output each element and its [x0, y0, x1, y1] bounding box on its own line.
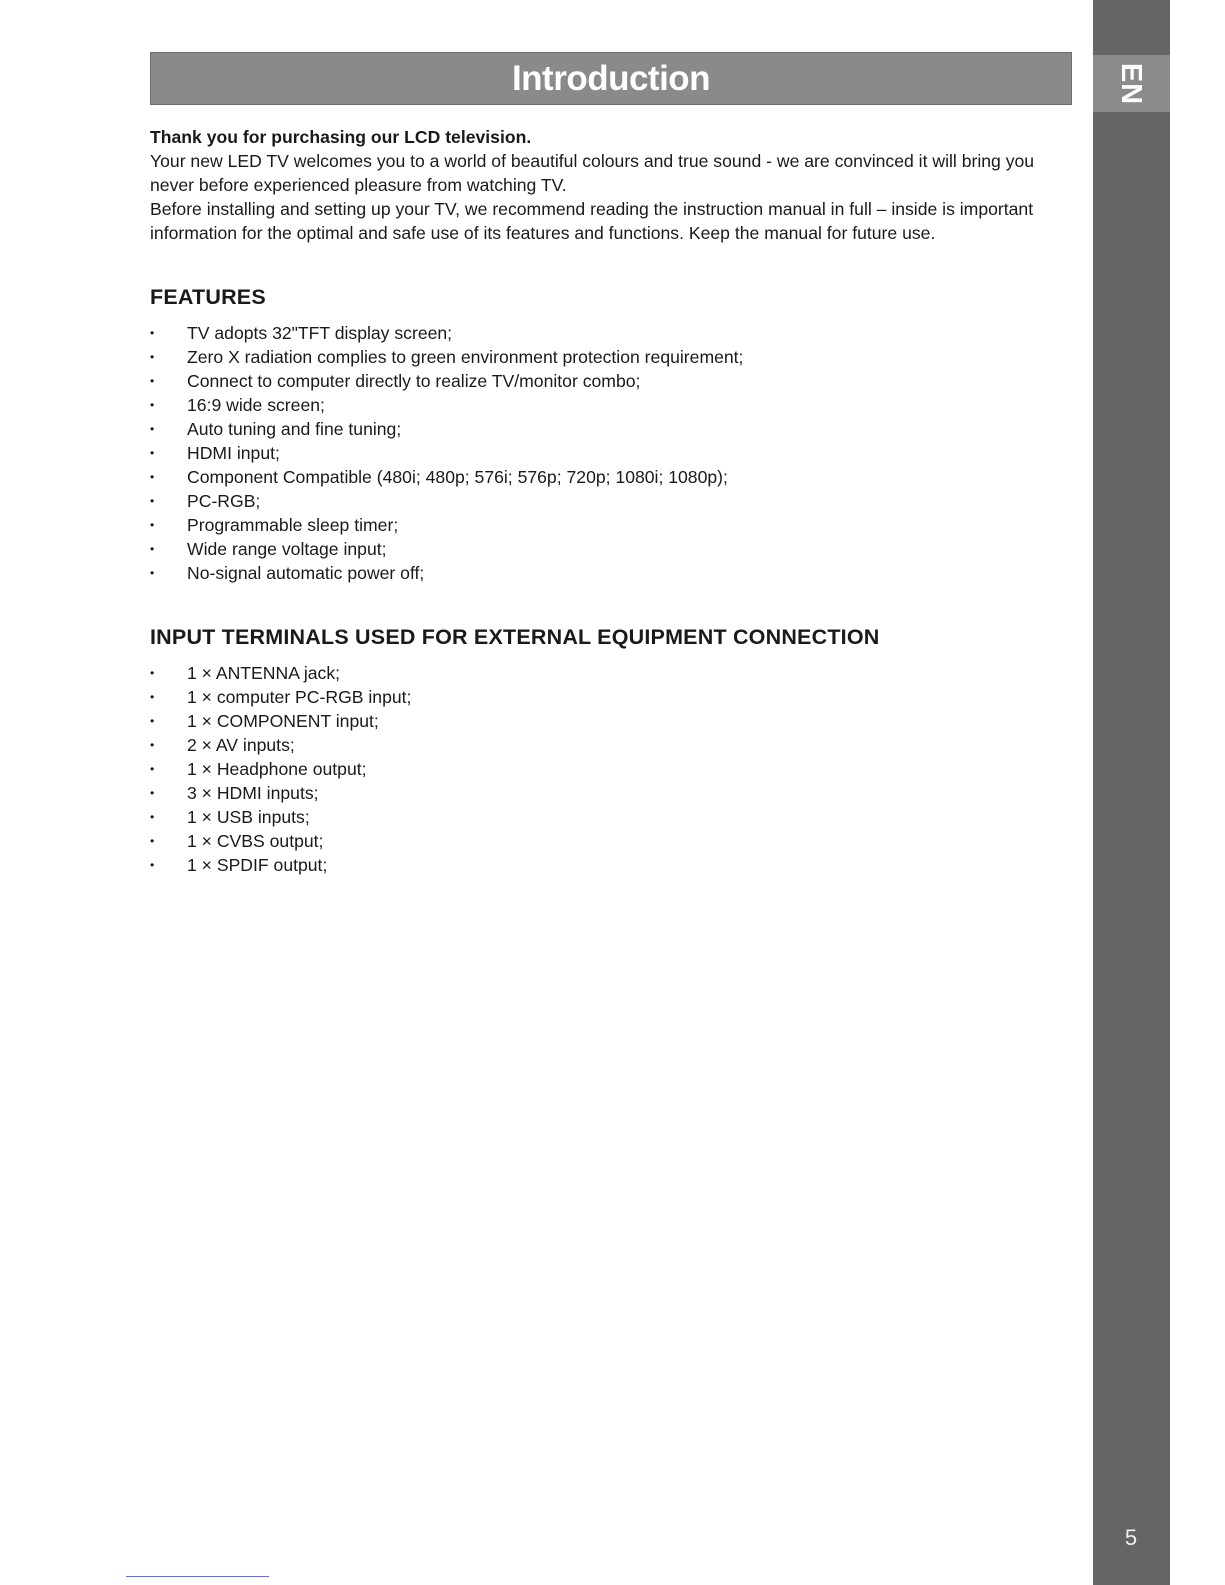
list-item: • No-signal automatic power off; [150, 561, 1080, 585]
input-terminals-list [150, 661, 1080, 877]
list-item: • Connect to computer directly to realize TV/monitor combo; [150, 369, 1080, 393]
list-item: • 1 × USB inputs; [150, 805, 1080, 829]
features-list [150, 321, 1080, 585]
list-item: • 1 × COMPONENT input; [150, 709, 1080, 733]
list-item: • Programmable sleep timer; [150, 513, 1080, 537]
intro-paragraph-2: Before installing and setting up your TV, we recommend reading the instruction manual in full – inside is important information for the optimal and safe use of its features and functions. Keep the manual for future use. [150, 199, 1034, 243]
list-item: • 3 × HDMI inputs; [150, 781, 1080, 805]
main-content [150, 125, 1080, 877]
list-item: • 1 × Headphone output; [150, 757, 1080, 781]
list-item: • Zero X radiation complies to green environment protection requirement; [150, 345, 1080, 369]
language-label: EN [1115, 62, 1148, 106]
input-terminals-heading: INPUT TERMINALS USED FOR EXTERNAL EQUIPMENT CONNECTION [150, 625, 880, 649]
list-item: • Auto tuning and fine tuning; [150, 417, 1080, 441]
page-number: 5 [1124, 1525, 1138, 1550]
list-item: • HDMI input; [150, 441, 1080, 465]
title-banner [150, 52, 1072, 105]
footer-rule [126, 1576, 269, 1577]
list-item: • 2 × AV inputs; [150, 733, 1080, 757]
page-title: Introduction [511, 58, 711, 98]
list-item: • PC-RGB; [150, 489, 1080, 513]
list-item: • 1 × ANTENNA jack; [150, 661, 1080, 685]
list-item: • Wide range voltage input; [150, 537, 1080, 561]
side-tab [1093, 0, 1170, 1585]
intro-paragraph-1: Your new LED TV welcomes you to a world of beautiful colours and true sound - we are convinced it will bring you never before experienced pleasure from watching TV. [150, 151, 1035, 195]
list-item: • 1 × computer PC-RGB input; [150, 685, 1080, 709]
list-item: • Component Compatible (480i; 480p; 576i; 576p; 720p; 1080i; 1080p); [150, 465, 1080, 489]
list-item: • 1 × CVBS output; [150, 829, 1080, 853]
list-item: • 16:9 wide screen; [150, 393, 1080, 417]
intro-lead: Thank you for purchasing our LCD television. [150, 127, 532, 147]
list-item: • 1 × SPDIF output; [150, 853, 1080, 877]
list-item: • TV adopts 32"TFT display screen; [150, 321, 1080, 345]
features-heading: FEATURES [150, 285, 266, 309]
